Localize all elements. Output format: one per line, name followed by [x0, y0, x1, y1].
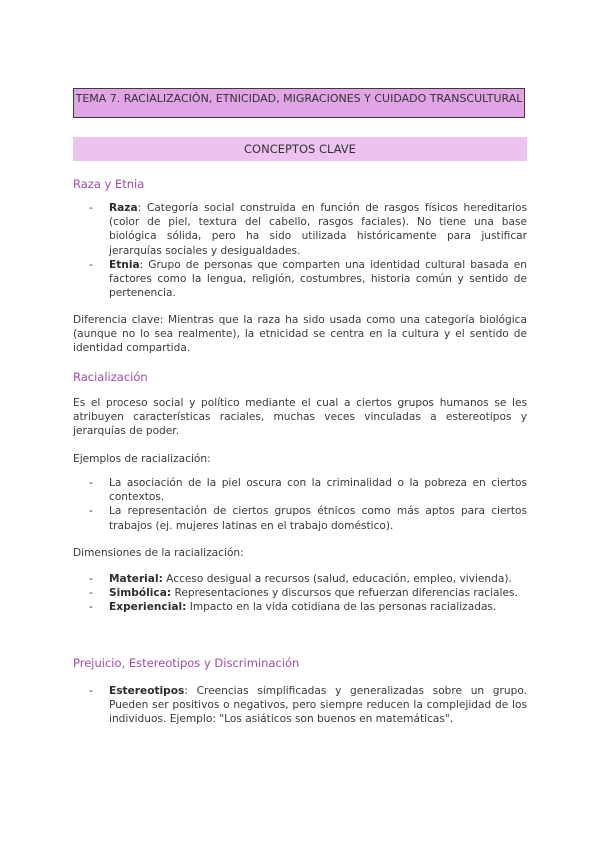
section-banner [73, 137, 527, 161]
dimensions-label: Dimensiones de la racialización: [73, 547, 244, 559]
prejuicio-list [73, 684, 527, 727]
list-item: - La asociación de la piel oscura con la criminalidad o la pobreza en ciertos contextos. [73, 476, 527, 504]
list-item [73, 600, 527, 614]
heading-raza-etnia: Raza y Etnia [73, 177, 145, 191]
document-title-text: TEMA 7. RACIALIZACIÓN, ETNICIDAD, MIGRACIONES Y CUIDADO TRANSCULTURAL [75, 92, 523, 105]
racializacion-definition: Es el proceso social y político mediante el cual a ciertos grupos humanos se les atribuyen características raciales, muchas veces vinculadas a estereotipos y jerarquías de poder. [73, 397, 527, 438]
list-item [73, 258, 527, 301]
raza-etnia-list [73, 201, 527, 300]
definition-etnia: : Grupo de personas que comparten una identidad cultural basada en factores como la lengua, religión, costumbres, historia común y sentido de pertenencia. [109, 258, 527, 300]
examples-list [73, 476, 527, 533]
document-title [73, 88, 525, 118]
term-etnia: Etnia [109, 258, 140, 271]
definition-experiencial: Impacto en la vida cotidiana de las personas racializadas. [186, 601, 497, 614]
list-item [73, 684, 527, 727]
heading-racializacion: Racialización [73, 370, 148, 384]
definition-simbolica: Representaciones y discursos que refuerzan diferencias raciales. [171, 587, 518, 600]
term-experiencial: Experiencial: [109, 601, 187, 614]
term-estereotipos: Estereotipos [109, 685, 185, 697]
diferencia-clave: Diferencia clave: Mientras que la raza ha sido usada como una categoría biológica (aunque no lo sea realmente), la etnicidad se centra en la cultura y el sentido de identidad compartida. [73, 314, 527, 355]
term-simbolica: Simbólica: [109, 587, 172, 600]
list-item [73, 586, 527, 600]
definition-estereotipos: : Creencias simplificadas y generalizadas sobre un grupo. Pueden ser positivos o negativos, pero siempre reducen la complejidad de los individuos. Ejemplo: "Los asiáticos son buenos en matemáticas". [109, 685, 527, 726]
examples-label: Ejemplos de racialización: [73, 453, 211, 465]
dimensions-list [73, 572, 527, 615]
term-raza: Raza [109, 202, 138, 214]
term-material: Material: [109, 573, 163, 585]
definition-raza: : Categoría social construida en función de rasgos físicos hereditarios (color de piel, textura del cabello, rasgos faciales). No tiene una base biológica sólida, pero ha sido utilizada históricamente para justificar jerarquías sociales y desigualdades. [109, 202, 527, 257]
section-banner-text: CONCEPTOS CLAVE [244, 142, 356, 156]
heading-prejuicio: Prejuicio, Estereotipos y Discriminación [73, 656, 300, 670]
list-item [73, 201, 527, 258]
list-item [73, 572, 527, 586]
list-item: - La representación de ciertos grupos étnicos como más aptos para ciertos trabajos (ej. mujeres latinas en el trabajo doméstico). [73, 504, 527, 532]
definition-material: Acceso desigual a recursos (salud, educación, empleo, vivienda). [162, 573, 512, 585]
